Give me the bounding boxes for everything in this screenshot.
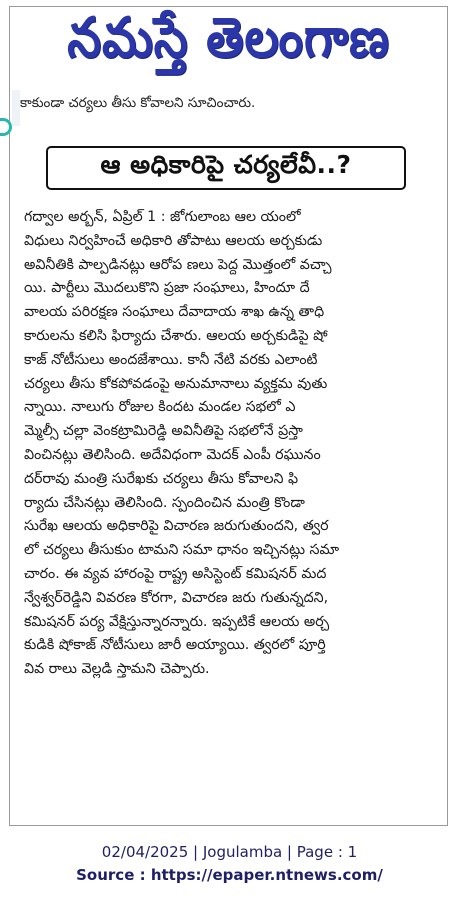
article-headline-box xyxy=(46,146,406,190)
article-line: సురేఖ ఆలయ అధికారిపై విచారణ జరుగుతుందని, త్వర xyxy=(24,518,329,535)
footer-meta: 02/04/2025 | Jogulamba | Page : 1 xyxy=(101,843,358,861)
article-line: విధులు నిర్వహించే అధికారి తోపాటు ఆలయ అర్చకుడు xyxy=(24,232,323,249)
article-line: మ్మెల్సీ చల్లా వెంకట్రామిరెడ్డి అవినీతిపై సభలోనే ప్రస్తా xyxy=(24,423,303,440)
article-line: చర్యలు తీసు కోకపోవడంపై అనుమానాలు వ్యక్తమ వుతు xyxy=(24,375,328,392)
article-line: ర్యాదు చేసినట్లు తెలిసింది. స్పందించిన మంత్రి కొండా xyxy=(24,494,305,511)
article-line: న్నాయి. నాలుగు రోజుల కిందట మండల సభలో ఎ xyxy=(24,399,296,416)
article-line: గద్వాల అర్బన్, ఏప్రిల్ 1 : జోగులాంబ ఆల యంలో xyxy=(24,209,301,225)
footer-source: Source : https://epaper.ntnews.com/ xyxy=(76,866,383,884)
carry-over-text: కాకుండా చర్యలు తీసు కోవాలని సూచించారు. xyxy=(20,95,256,111)
article-line: దర్‌రావు మంత్రి సురేఖకు చర్యలు తీసు కోవాలని ఫి xyxy=(24,470,299,487)
margin-shade xyxy=(12,90,20,126)
article-line: కాజ్ నోటీసులు అందజేశాయి. కానీ నేటి వరకు ఎలాంటి xyxy=(24,351,318,368)
article-line: న్వేశ్వర్‌రెడ్డిని వివరణ కోరగా, విచారణ జరు గుతున్నదని, xyxy=(24,589,329,606)
article-line: లో చర్యలు తీసుకుం టామని సమా ధానం ఇచ్చినట్లు సమా xyxy=(24,542,340,559)
article-line: అవినీతికి పాల్పడినట్లు ఆరోప ణలు పెద్ద మొత్తంలో వచ్చా xyxy=(24,256,332,273)
article-line: యి. పార్టీలు మొదలుకొని ప్రజా సంఘాలు, హిందూ దే xyxy=(24,280,310,297)
article-body xyxy=(24,206,438,682)
article-line: వివ రాలు వెల్లడి స్తామని చెప్పారు. xyxy=(24,661,210,678)
article-headline: ఆ అధికారిపై చర్యలేవీ..? xyxy=(100,150,352,179)
article-line: కారులను కలిసి ఫిర్యాదు చేశారు. ఆలయ అర్చకుడిపై షో xyxy=(24,327,328,344)
article-line: వించినట్లు తెలిసింది. అదేవిధంగా మెదక్ ఎంపీ రఘునం xyxy=(24,446,321,463)
masthead-title: నమస్తే తెలంగాణ xyxy=(67,5,390,71)
newspaper-masthead xyxy=(9,6,448,84)
article-line: కుడికి షోకాజ్ నోటీసులు జారీ అయ్యాయి. త్వరలో పూర్తి xyxy=(24,637,326,654)
article-line: కమిషనర్ పర్య వేక్షిస్తున్నారన్నారు. ఇప్పటికే ఆలయ అర్చ xyxy=(24,613,330,630)
article-line: చారం. ఈ వ్యవ హారంపై రాష్ట్ర అసిస్టెంట్ కమిషనర్ మద xyxy=(24,565,327,582)
article-line: వాలయ పరిరక్షణ సంఘాలు దేవాదాయ శాఖ ఉన్న తాధి xyxy=(24,304,325,321)
